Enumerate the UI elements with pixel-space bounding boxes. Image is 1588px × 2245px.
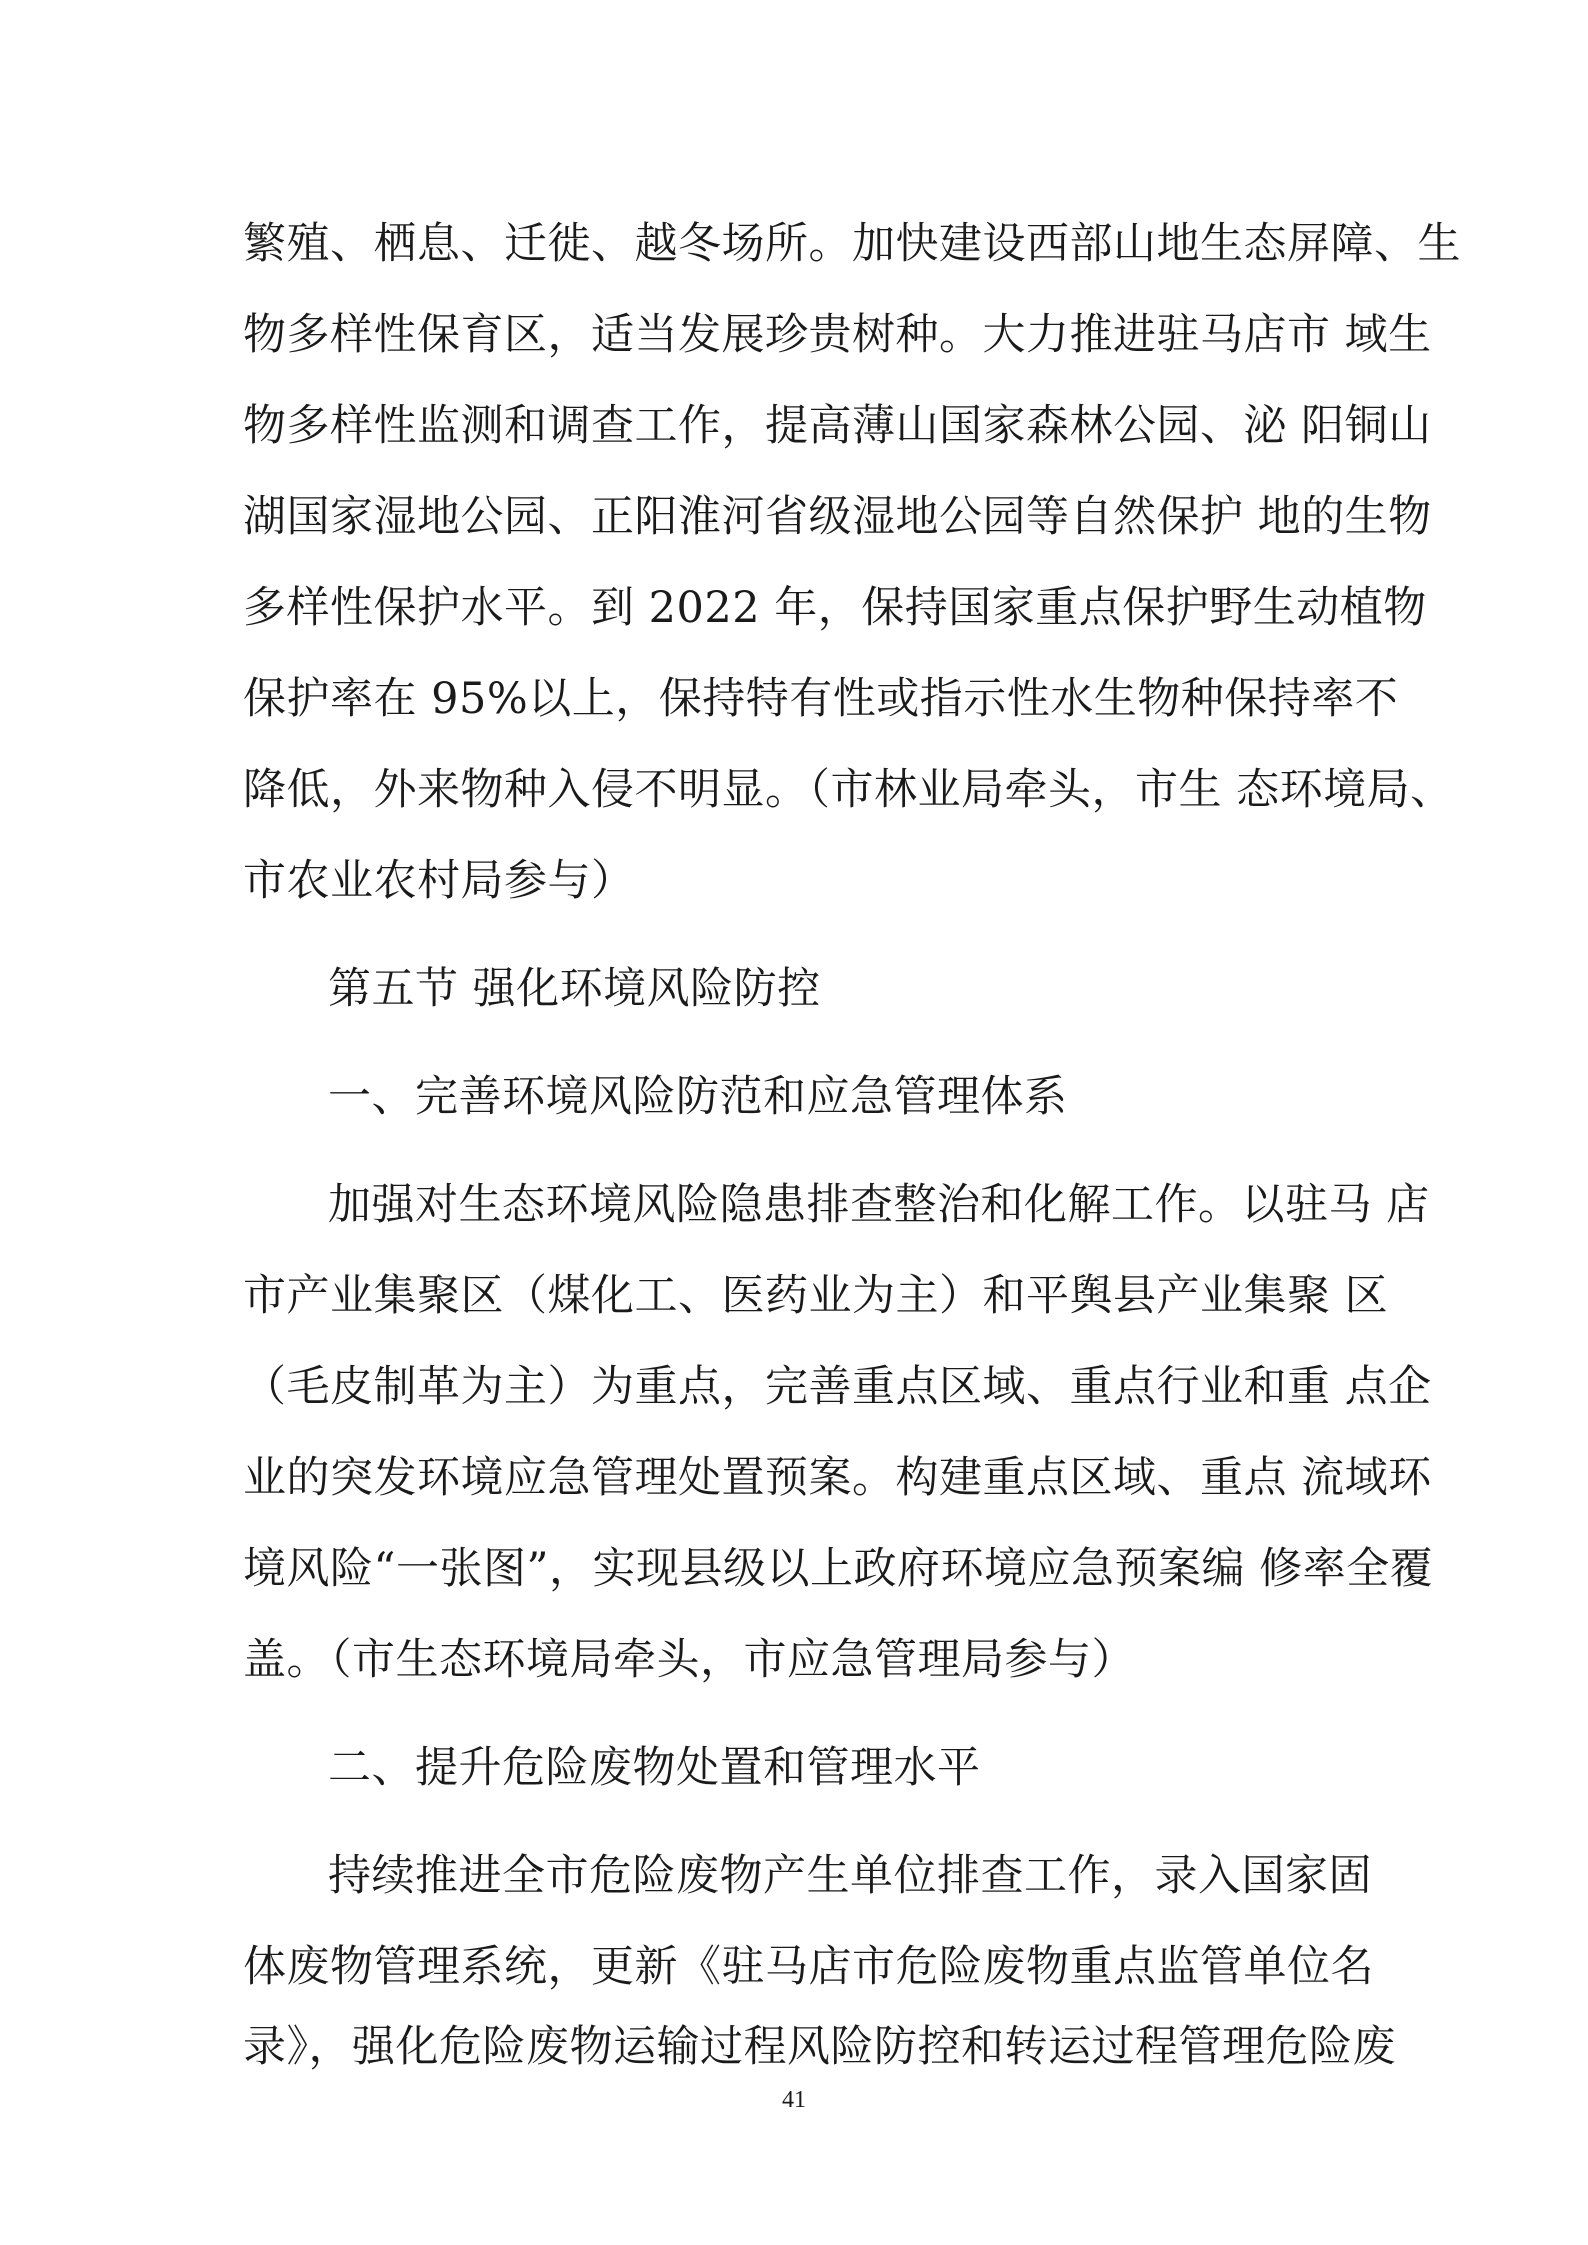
paragraph-line: 繁殖、栖息、迁徙、越冬场所。加快建设西部山地生态屏障、生 (243, 219, 1461, 269)
paragraph-line: 体废物管理系统，更新《驻马店市危险废物重点监管单位名 (243, 1942, 1374, 1992)
paragraph-line: 湖国家湿地公园、正阳淮河省级湿地公园等自然保护 地的生物 (243, 492, 1432, 542)
paragraph-line: 物多样性保育区，适当发展珍贵树种。大力推进驻马店市 域生 (243, 310, 1432, 360)
paragraph-line: 持续推进全市危险废物产生单位排查工作，录入国家固 (328, 1851, 1372, 1901)
page-number: 41 (782, 2087, 806, 2113)
paragraph-line: 降低，外来物种入侵不明显。（市林业局牵头，市生 态环境局、 (243, 765, 1454, 815)
paragraph-line: 物多样性监测和调查工作，提高薄山国家森林公园、泌 阳铜山 (243, 401, 1432, 451)
paragraph-line: 保护率在 95%以上，保持特有性或指示性水生物种保持率不 (243, 674, 1399, 724)
paragraph-line: （毛皮制革为主）为重点，完善重点区域、重点行业和重 点企 (243, 1362, 1432, 1412)
paragraph-line: 业的突发环境应急管理处置预案。构建重点区域、重点 流域环 (243, 1453, 1432, 1503)
subheading: 一、完善环境风险防范和应急管理体系 (328, 1072, 1068, 1122)
paragraph-line: 境风险“一张图”，实现县级以上政府环境应急预案编 修率全覆 (243, 1544, 1434, 1594)
section-heading: 第五节 强化环境风险防控 (328, 964, 821, 1014)
paragraph-line: 加强对生态环境风险隐患排查整治和化解工作。以驻马 店 (328, 1180, 1430, 1230)
paragraph-line: 录》，强化危险废物运输过程风险防控和转运过程管理危险废 (243, 2022, 1396, 2072)
paragraph-line: 市农业农村局参与） (243, 856, 635, 906)
paragraph-line: 盖。（市生态环境局牵头，市应急管理局参与） (243, 1635, 1135, 1685)
paragraph-line: 多样性保护水平。到 2022 年，保持国家重点保护野生动植物 (243, 583, 1427, 633)
subheading: 二、提升危险废物处置和管理水平 (328, 1743, 981, 1793)
paragraph-line: 市产业集聚区（煤化工、医药业为主）和平舆县产业集聚 区 (243, 1271, 1389, 1321)
